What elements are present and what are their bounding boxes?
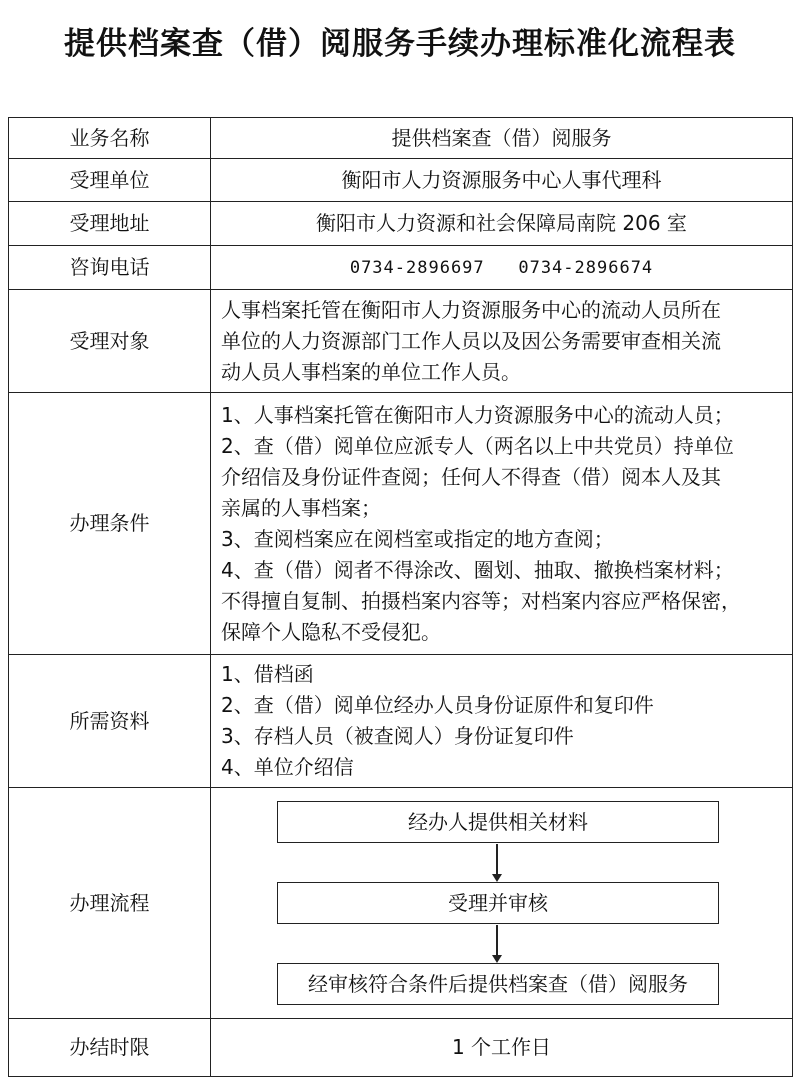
service-name-label: 业务名称 xyxy=(9,118,211,159)
condition-line: 3、查阅档案应在阅档室或指定的地方查阅； xyxy=(221,526,614,551)
material-line: 3、存档人员（被查阅人）身份证复印件 xyxy=(221,724,574,748)
unit-label: 受理单位 xyxy=(9,159,211,202)
flow-step-3: 经审核符合条件后提供档案查（借）阅服务 xyxy=(277,963,719,1005)
time-limit-value: 1 个工作日 xyxy=(211,1019,793,1077)
time-limit-label: 办结时限 xyxy=(9,1019,211,1077)
target-text xyxy=(211,290,793,393)
conditions-text xyxy=(211,393,793,655)
conditions-label: 办理条件 xyxy=(9,393,211,655)
phone-value: 0734-2896697 0734-2896674 xyxy=(349,258,654,278)
table-row xyxy=(9,290,793,393)
condition-line: 2、查（借）阅单位应派专人（两名以上中共党员）持单位 xyxy=(221,433,734,458)
arrow-down-icon xyxy=(494,925,500,963)
table-row xyxy=(9,788,793,1019)
table-row xyxy=(9,1019,793,1077)
service-name-value: 提供档案查（借）阅服务 xyxy=(211,118,793,159)
unit-value: 衡阳市人力资源服务中心人事代理科 xyxy=(211,159,793,202)
condition-line: 不得擅自复制、拍摄档案内容等；对档案内容应严格保密， xyxy=(221,588,741,613)
condition-line: 介绍信及身份证件查阅；任何人不得查（借）阅本人及其 xyxy=(221,464,721,489)
arrow-down-icon xyxy=(494,844,500,882)
process-cell xyxy=(211,788,793,1019)
condition-line: 4、查（借）阅者不得涂改、圈划、抽取、撤换档案材料； xyxy=(221,557,734,582)
address-label: 受理地址 xyxy=(9,202,211,246)
condition-line: 保障个人隐私不受侵犯。 xyxy=(221,619,441,644)
flow-step-1: 经办人提供相关材料 xyxy=(277,801,719,843)
target-line: 人事档案托管在衡阳市人力资源服务中心的流动人员所在 xyxy=(221,297,721,322)
condition-line: 1、人事档案托管在衡阳市人力资源服务中心的流动人员； xyxy=(221,402,734,427)
materials-label: 所需资料 xyxy=(9,655,211,788)
table-row xyxy=(9,159,793,202)
flow-step-2: 受理并审核 xyxy=(277,882,719,924)
phone-label: 咨询电话 xyxy=(9,246,211,290)
material-line: 1、借档函 xyxy=(221,662,314,686)
process-label: 办理流程 xyxy=(9,788,211,1019)
process-table xyxy=(8,117,793,1077)
table-row xyxy=(9,393,793,655)
table-row xyxy=(9,118,793,159)
page-title: 提供档案查（借）阅服务手续办理标准化流程表 xyxy=(64,26,736,62)
process-flowchart xyxy=(211,790,792,1017)
materials-text xyxy=(211,655,793,788)
condition-line: 亲属的人事档案； xyxy=(221,495,381,520)
material-line: 4、单位介绍信 xyxy=(221,755,354,779)
target-line: 单位的人力资源部门工作人员以及因公务需要审查相关流 xyxy=(221,328,721,353)
table-row xyxy=(9,246,793,290)
table-row xyxy=(9,202,793,246)
table-row xyxy=(9,655,793,788)
material-line: 2、查（借）阅单位经办人员身份证原件和复印件 xyxy=(221,693,654,717)
target-line: 动人员人事档案的单位工作人员。 xyxy=(221,359,521,384)
target-label: 受理对象 xyxy=(9,290,211,393)
address-value: 衡阳市人力资源和社会保障局南院 206 室 xyxy=(211,202,793,246)
